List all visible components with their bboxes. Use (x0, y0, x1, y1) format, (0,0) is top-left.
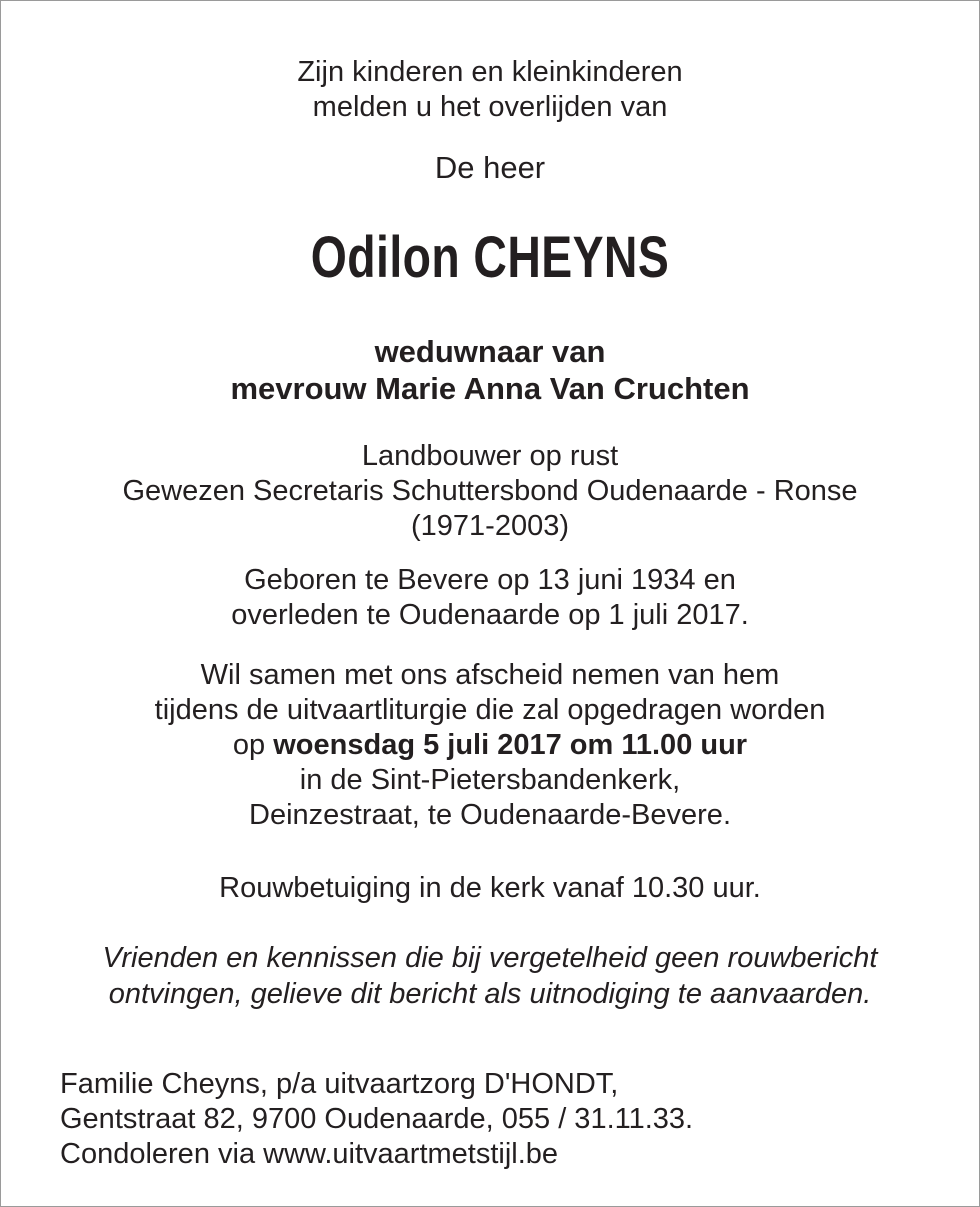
contact-line-1: Familie Cheyns, p/a uitvaartzorg D'HONDT, (60, 1068, 619, 1100)
intro-line-1: Zijn kinderen en kleinkinderen (297, 56, 683, 88)
condolence-time: Rouwbetuiging in de kerk vanaf 10.30 uur. (219, 872, 761, 904)
honorific-title: De heer (434, 150, 546, 185)
family-contact (60, 1067, 960, 1172)
contact-line-3: Condoleren via www.uitvaartmetstijl.be (60, 1138, 559, 1170)
occupation-line-1: Landbouwer op rust (361, 440, 619, 472)
funeral-details (1, 658, 979, 833)
notice-line-2: ontvingen, gelieve dit bericht als uitnodiging te aanvaarden. (108, 978, 872, 1010)
contact-line-2: Gentstraat 82, 9700 Oudenaarde, 055 / 31.11.33. (60, 1103, 694, 1135)
funeral-line-5: Deinzestraat, te Oudenaarde-Bevere. (249, 799, 731, 831)
occupation-line-3: (1971-2003) (411, 510, 569, 542)
funeral-date-time: woensdag 5 juli 2017 om 11.00 uur (273, 729, 748, 761)
spouse-line-1: weduwnaar van (374, 334, 606, 369)
spouse-line-2: mevrouw Marie Anna Van Cruchten (230, 371, 750, 406)
funeral-line-3 (1, 728, 979, 763)
dates-line-1: Geboren te Bevere op 13 juni 1934 en (244, 564, 736, 596)
occupation-line-2: Gewezen Secretaris Schuttersbond Oudenaarde - Ronse (122, 475, 858, 507)
funeral-date-prefix: op (232, 729, 274, 761)
occupation-info (1, 439, 979, 544)
funeral-line-4: in de Sint-Pietersbandenkerk, (299, 764, 681, 796)
invitation-notice (1, 940, 979, 1012)
spouse-info (1, 333, 979, 407)
funeral-line-2: tijdens de uitvaartliturgie die zal opgedragen worden (154, 694, 826, 726)
birth-death-dates (1, 563, 979, 633)
dates-line-2: overleden te Oudenaarde op 1 juli 2017. (231, 599, 749, 631)
announcement-intro (1, 55, 979, 125)
notice-line-1: Vrienden en kennissen die bij vergetelheid geen rouwbericht (102, 942, 878, 974)
intro-line-2: melden u het overlijden van (312, 91, 668, 123)
deceased-name: Odilon CHEYNS (310, 225, 670, 290)
funeral-line-1: Wil samen met ons afscheid nemen van hem (200, 659, 780, 691)
